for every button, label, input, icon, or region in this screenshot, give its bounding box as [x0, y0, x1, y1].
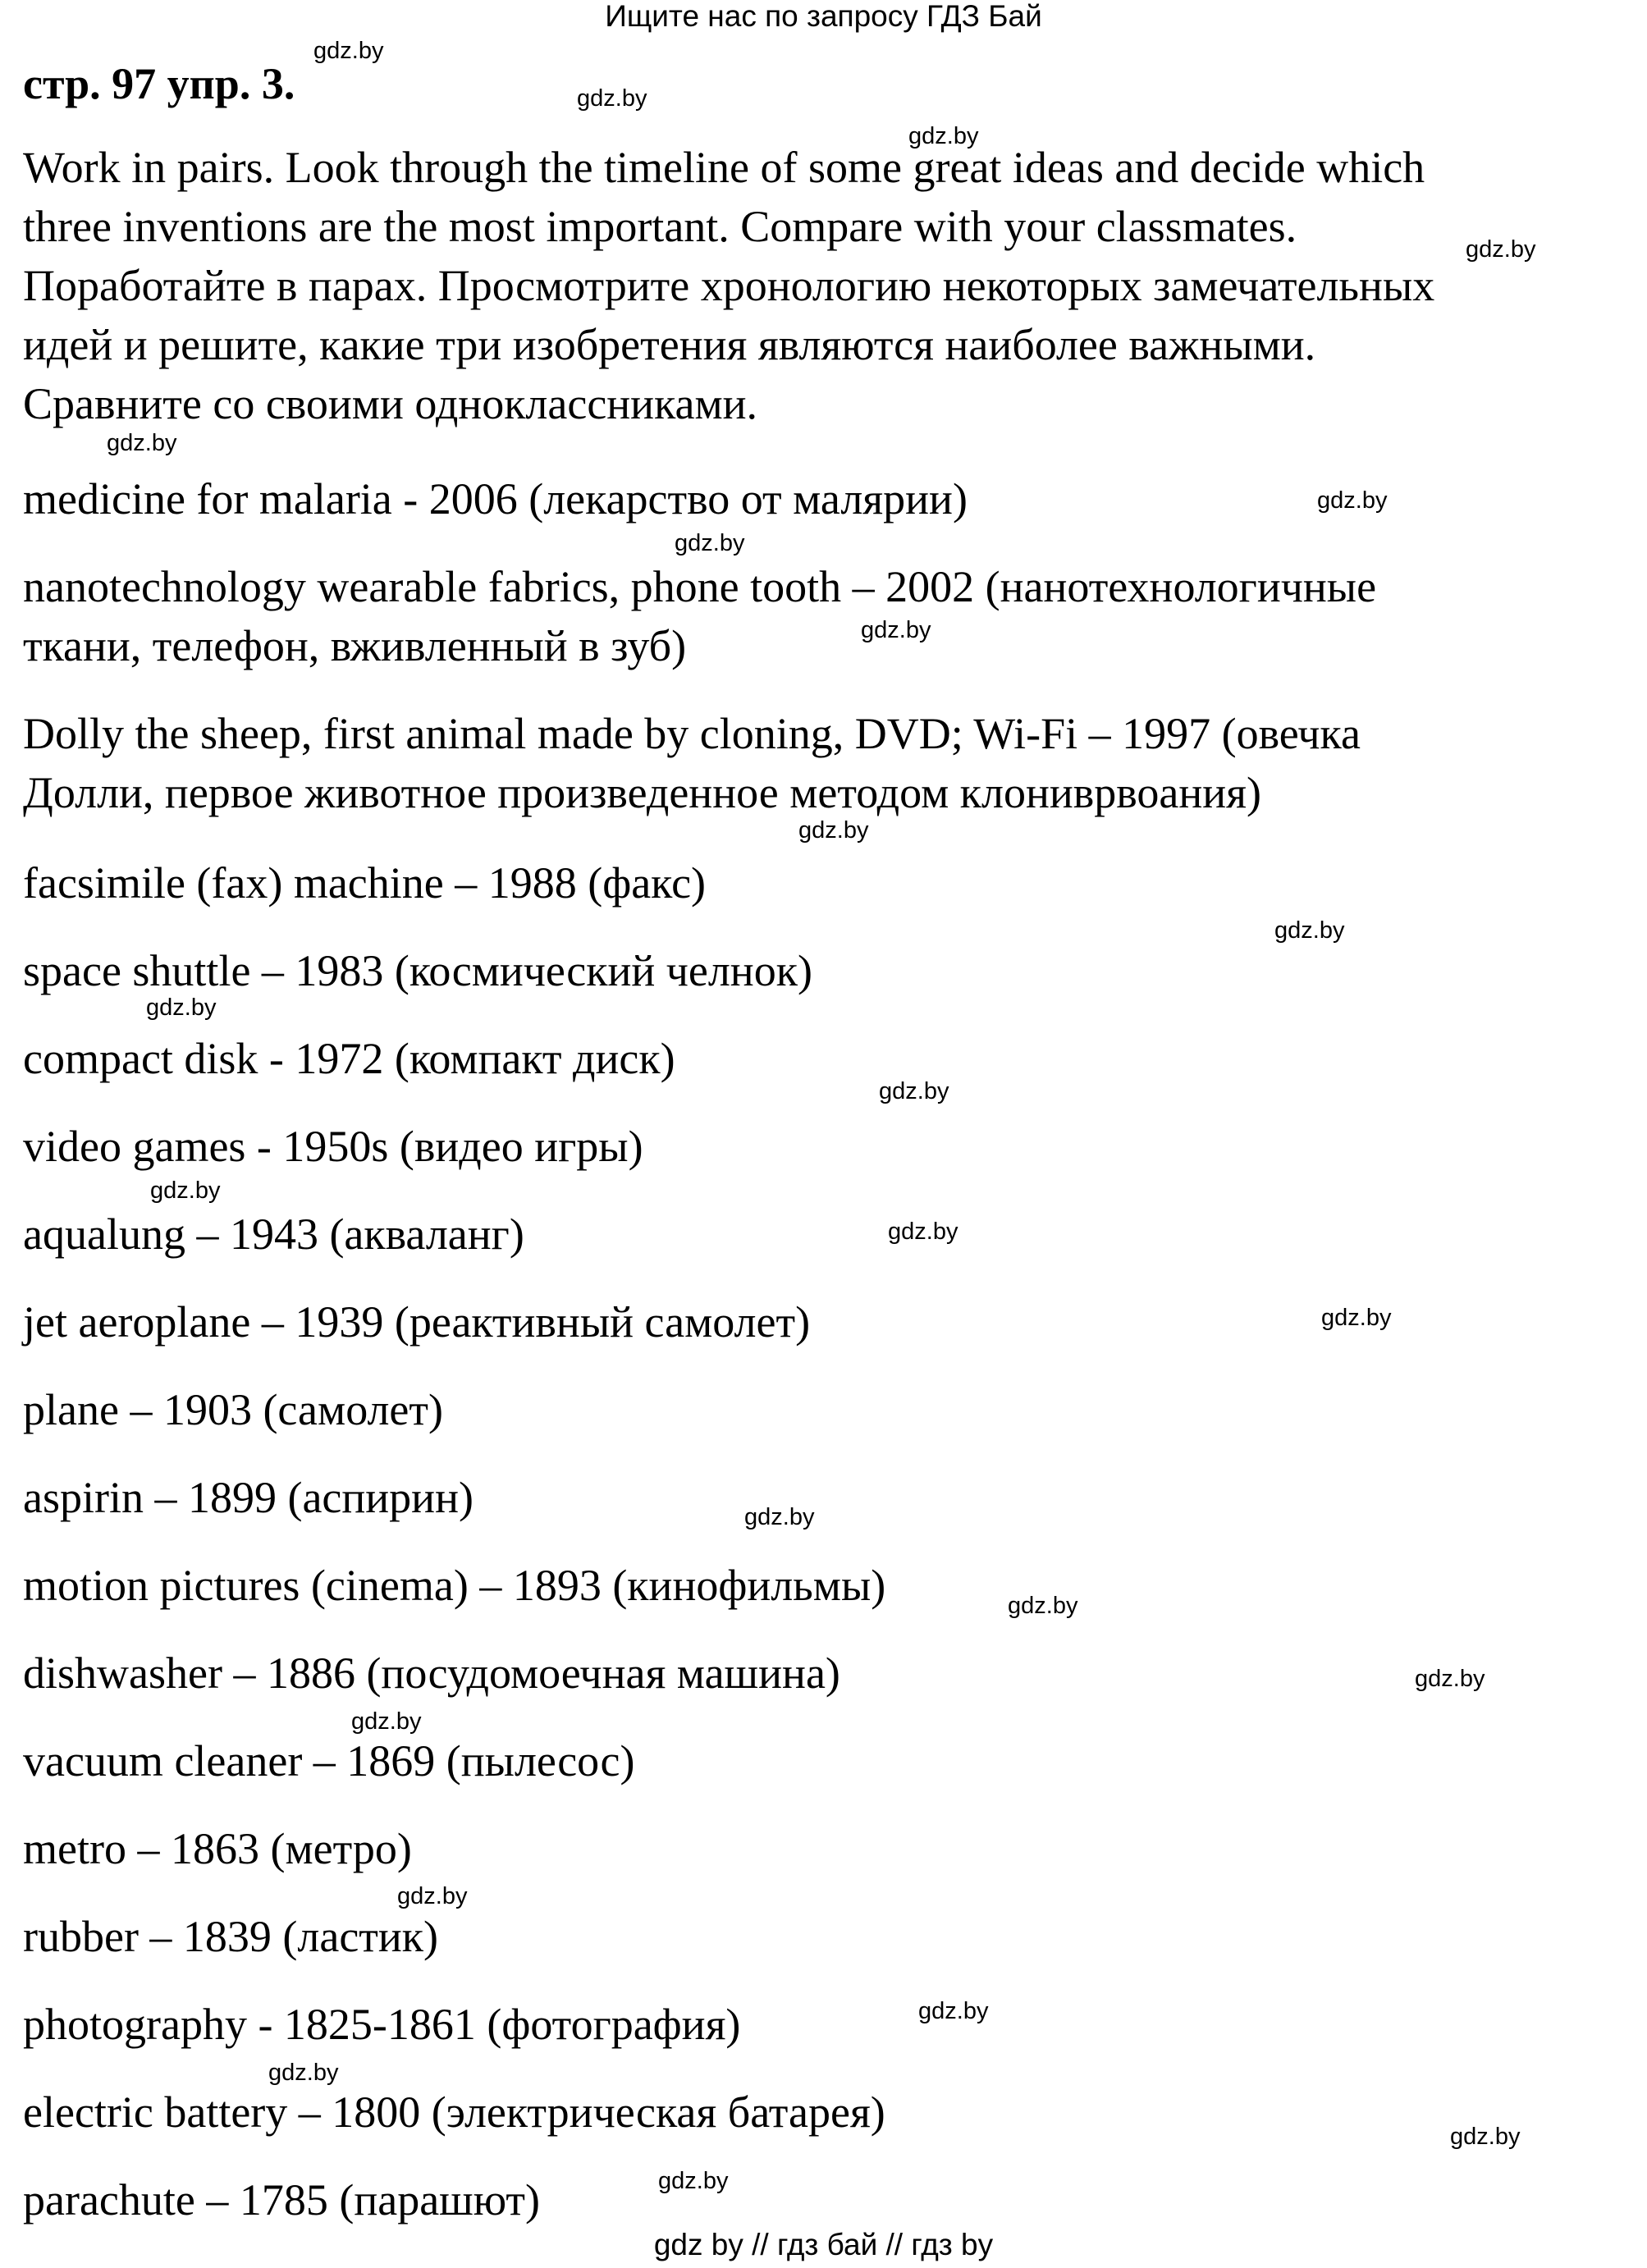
watermark: gdz.by: [888, 1219, 958, 1245]
intro-english: Work in pairs. Look through the timeline of some great ideas and decide which three inventions are the most important. Compare with your classmates.: [23, 143, 1425, 251]
top-banner: Ищите нас по запросу ГДЗ Бай: [605, 0, 1042, 33]
list-item-medicine: medicine for malaria - 2006 (лекарство от малярии): [23, 474, 968, 524]
watermark: gdz.by: [1466, 236, 1536, 263]
list-item-video-games: video games - 1950s (видео игры): [23, 1122, 643, 1171]
watermark: gdz.by: [397, 1883, 468, 1909]
list-item-space-shuttle: space shuttle – 1983 (космический челнок): [23, 946, 812, 995]
page-heading: стр. 97 упр. 3.: [23, 59, 295, 108]
watermark: gdz.by: [908, 123, 979, 149]
watermark: gdz.by: [918, 1998, 989, 2024]
watermark: gdz.by: [879, 1078, 949, 1104]
watermark: gdz.by: [577, 85, 647, 112]
watermark: gdz.by: [150, 1177, 221, 1204]
watermark: gdz.by: [744, 1504, 815, 1530]
list-item-aqualung: aqualung – 1943 (акваланг): [23, 1209, 524, 1259]
watermark: gdz.by: [798, 817, 869, 844]
footer-text: gdz by // гдз бай // гдз by: [653, 2228, 994, 2261]
list-item-dishwasher: dishwasher – 1886 (посудомоечная машина): [23, 1648, 840, 1698]
watermark: gdz.by: [1450, 2124, 1521, 2150]
list-item-vacuum-cleaner: vacuum cleaner – 1869 (пылесос): [23, 1736, 635, 1786]
watermark: gdz.by: [1415, 1666, 1485, 1692]
watermark: gdz.by: [1317, 487, 1388, 514]
watermark: gdz.by: [351, 1708, 422, 1735]
watermark: gdz.by: [268, 2060, 339, 2086]
watermark: gdz.by: [1008, 1593, 1078, 1619]
watermark: gdz.by: [658, 2168, 729, 2194]
list-item-photography: photography - 1825-1861 (фотография): [23, 2000, 741, 2049]
watermark: gdz.by: [675, 530, 745, 556]
list-item-motion-pictures: motion pictures (cinema) – 1893 (кинофильмы): [23, 1561, 886, 1610]
list-item-rubber: rubber – 1839 (ластик): [23, 1912, 439, 1961]
watermark: gdz.by: [861, 617, 931, 643]
watermark: gdz.by: [146, 995, 217, 1021]
list-item-plane: plane – 1903 (самолет): [23, 1385, 443, 1434]
watermark: gdz.by: [313, 38, 384, 64]
watermark: gdz.by: [1321, 1305, 1392, 1331]
intro-russian: Поработайте в парах. Просмотрите хронологию некоторых замечательных идей и решите, какие три изобретения являются наиболее важными. Сравните со своими одноклассниками.: [23, 261, 1435, 428]
list-item-nanotechnology: nanotechnology wearable fabrics, phone tooth – 2002 (нанотехнологичные ткани, телефон, вживленный в зуб): [23, 562, 1377, 670]
list-item-aspirin: aspirin – 1899 (аспирин): [23, 1473, 474, 1522]
list-item-electric-battery: electric battery – 1800 (электрическая батарея): [23, 2087, 885, 2137]
list-item-metro: metro – 1863 (метро): [23, 1824, 412, 1873]
list-item-compact-disk: compact disk - 1972 (компакт диск): [23, 1034, 675, 1083]
list-item-parachute: parachute – 1785 (парашют): [23, 2175, 540, 2225]
watermark: gdz.by: [107, 430, 177, 456]
list-item-dolly: Dolly the sheep, first animal made by cloning, DVD; Wi-Fi – 1997 (овечка Долли, первое животное произведенное методом клониврвоания): [23, 709, 1361, 817]
list-item-jet-aeroplane: jet aeroplane – 1939 (реактивный самолет): [23, 1297, 811, 1347]
watermark: gdz.by: [1274, 917, 1345, 944]
list-item-fax: facsimile (fax) machine – 1988 (факс): [23, 858, 707, 908]
